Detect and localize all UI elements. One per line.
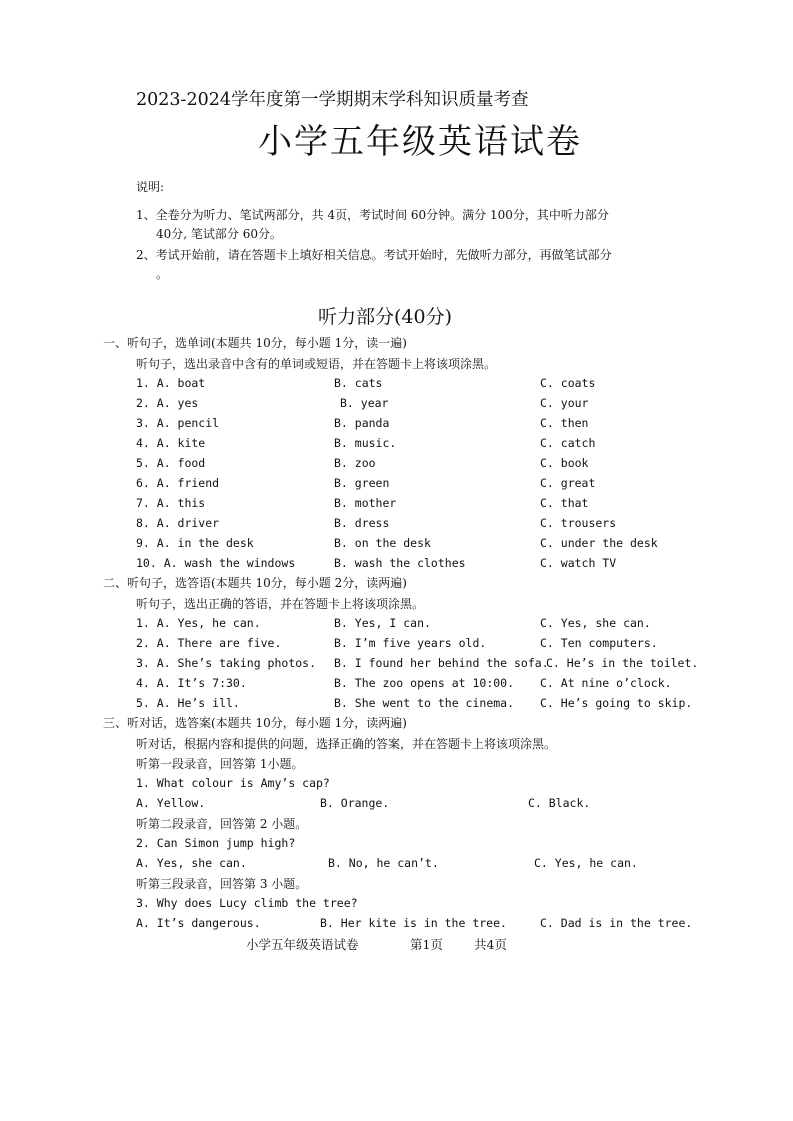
part3-q1-option-c: C. Black. — [528, 796, 591, 810]
instruction-line-1: 1、全卷分为听力、笔试两部分，共 4页，考试时间 60分钟。满分 100分，其中听力部分 — [136, 208, 609, 222]
part1-q2-option-b: B. year — [340, 396, 389, 410]
listening-section-title: 听力部分(40分) — [318, 306, 453, 328]
part1-q4-option-c: C. catch — [540, 436, 596, 450]
part1-q3-option-b: B. panda — [334, 416, 390, 430]
part1-q7-option-c: C. that — [540, 496, 589, 510]
part1-q5-option-a: 5. A. food — [136, 456, 206, 470]
part1-q8-option-a: 8. A. driver — [136, 516, 220, 530]
part2-q3-option-c: C. He’s in the toilet. — [546, 656, 699, 670]
part1-q1-option-c: C. coats — [540, 376, 596, 390]
part1-q9-option-b: B. on the desk — [334, 536, 431, 550]
part3-question-1: 1. What colour is Amy’s cap? — [136, 776, 330, 790]
instructions-heading: 说明: — [136, 180, 165, 194]
part1-q6-option-b: B. green — [334, 476, 390, 490]
part1-instruction: 听句子，选出录音中含有的单词或短语，并在答题卡上将该项涂黑。 — [136, 357, 497, 371]
part1-q10-option-a: 10. A. wash the windows — [136, 556, 296, 570]
part2-q5-option-a: 5. A. He’s ill. — [136, 696, 240, 710]
part2-q1-option-a: 1. A. Yes, he can. — [136, 616, 261, 630]
part3-q3-option-a: A. It’s dangerous. — [136, 916, 261, 930]
footer-page-number: 第1页 — [410, 937, 443, 952]
part2-q3-option-a: 3. A. She’s taking photos. — [136, 656, 317, 670]
part1-q1-option-b: B. cats — [334, 376, 383, 390]
part3-segment-2: 听第二段录音，回答第 2 小题。 — [136, 817, 308, 831]
footer-exam-name: 小学五年级英语试卷 — [246, 937, 359, 952]
part1-q6-option-c: C. great — [540, 476, 596, 490]
part1-q7-option-a: 7. A. this — [136, 496, 206, 510]
part2-q4-option-c: C. At nine o’clock. — [540, 676, 672, 690]
part1-q3-option-a: 3. A. pencil — [136, 416, 220, 430]
exam-header: 2023-2024学年度第一学期期末学科知识质量考查 — [136, 90, 529, 110]
exam-title: 小学五年级英语试卷 — [258, 122, 582, 162]
part1-q5-option-b: B. zoo — [334, 456, 376, 470]
part3-q3-option-c: C. Dad is in the tree. — [540, 916, 693, 930]
part1-q8-option-b: B. dress — [334, 516, 390, 530]
part2-q2-option-c: C. Ten computers. — [540, 636, 658, 650]
part2-q5-option-b: B. She went to the cinema. — [334, 696, 515, 710]
part1-q3-option-c: C. then — [540, 416, 589, 430]
part2-q2-option-a: 2. A. There are five. — [136, 636, 282, 650]
part1-q4-option-a: 4. A. kite — [136, 436, 206, 450]
part2-q5-option-c: C. He’s going to skip. — [540, 696, 693, 710]
part1-q8-option-c: C. trousers — [540, 516, 617, 530]
part3-question-3: 3. Why does Lucy climb the tree? — [136, 896, 358, 910]
part2-q4-option-b: B. The zoo opens at 10:00. — [334, 676, 515, 690]
part2-q3-option-b: B. I found her behind the sofa. — [334, 656, 549, 670]
part1-q9-option-c: C. under the desk — [540, 536, 658, 550]
part1-q4-option-b: B. music. — [334, 436, 397, 450]
part3-q1-option-a: A. Yellow. — [136, 796, 206, 810]
part3-question-2: 2. Can Simon jump high? — [136, 836, 296, 850]
part2-q2-option-b: B. I’m five years old. — [334, 636, 487, 650]
footer-total-pages: 共4页 — [474, 937, 507, 952]
instruction-line-2b: 。 — [156, 267, 169, 281]
part2-q1-option-b: B. Yes, I can. — [334, 616, 431, 630]
part1-q6-option-a: 6. A. friend — [136, 476, 220, 490]
part3-segment-1: 听第一段录音，回答第 1小题。 — [136, 757, 304, 771]
instruction-line-1b: 40分, 笔试部分 60分。 — [156, 227, 282, 241]
part1-q10-option-b: B. wash the clothes — [334, 556, 466, 570]
part1-q2-option-a: 2. A. yes — [136, 396, 199, 410]
part2-heading: 二、听句子，选答语(本题共 10分，每小题 2分，读两遍) — [103, 576, 407, 590]
part1-q9-option-a: 9. A. in the desk — [136, 536, 254, 550]
part3-segment-3: 听第三段录音，回答第 3 小题。 — [136, 877, 308, 891]
part3-q2-option-a: A. Yes, she can. — [136, 856, 247, 870]
part2-q1-option-c: C. Yes, she can. — [540, 616, 651, 630]
part1-q1-option-a: 1. A. boat — [136, 376, 206, 390]
part1-q2-option-c: C. your — [540, 396, 589, 410]
part2-q4-option-a: 4. A. It’s 7:30. — [136, 676, 247, 690]
part1-heading: 一、听句子，选单词(本题共 10分，每小题 1分，读一遍) — [103, 336, 407, 350]
part3-q2-option-c: C. Yes, he can. — [534, 856, 638, 870]
part3-q1-option-b: B. Orange. — [320, 796, 390, 810]
part1-q10-option-c: C. watch TV — [540, 556, 617, 570]
part2-instruction: 听句子，选出正确的答语，并在答题卡上将该项涂黑。 — [136, 597, 425, 611]
part3-instruction: 听对话，根据内容和提供的问题，选择正确的答案，并在答题卡上将该项涂黑。 — [136, 737, 557, 751]
part3-q3-option-b: B. Her kite is in the tree. — [320, 916, 507, 930]
part1-q7-option-b: B. mother — [334, 496, 397, 510]
instruction-line-2: 2、考试开始前，请在答题卡上填好相关信息。考试开始时，先做听力部分，再做笔试部分 — [136, 248, 612, 262]
part3-heading: 三、听对话，选答案(本题共 10分，每小题 1分，读两遍) — [103, 716, 407, 730]
part1-q5-option-c: C. book — [540, 456, 589, 470]
part3-q2-option-b: B. No, he can’t. — [328, 856, 439, 870]
